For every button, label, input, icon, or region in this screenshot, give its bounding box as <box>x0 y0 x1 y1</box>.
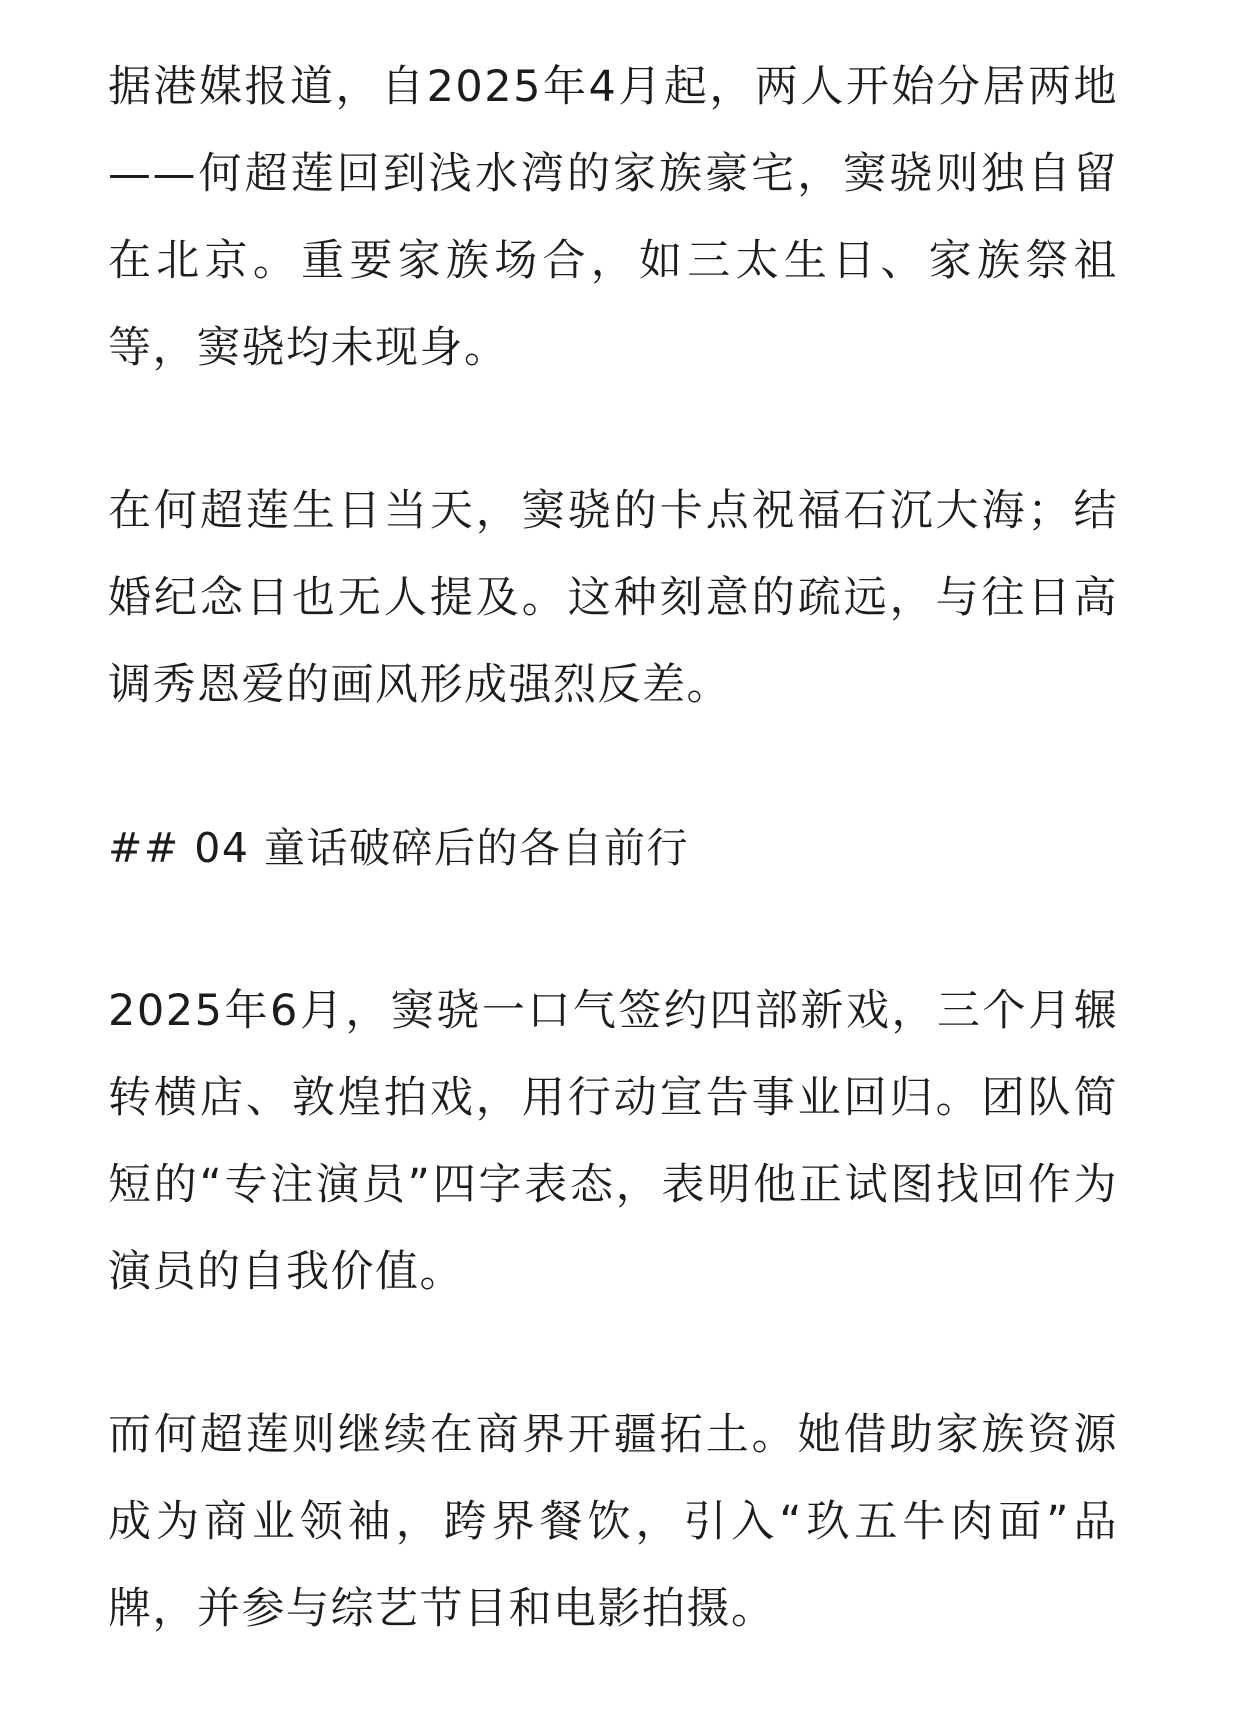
section-heading: ## 04 童话破碎后的各自前行 <box>108 824 689 872</box>
paragraph-career: 2025年6月，窦骁一口气签约四部新戏，三个月辗转横店、敦煌拍戏，用行动宣告事业回归。团队简短的“专注演员”四字表态，表明他正试图找回作为演员的自我价值。 <box>108 986 1118 1297</box>
paragraph-business: 而何超莲则继续在商界开疆拓土。她借助家族资源成为商业领袖，跨界餐饮，引入“玖五牛肉面”品牌，并参与综艺节目和电影拍摄。 <box>108 1410 1118 1634</box>
paragraph-birthday: 在何超莲生日当天，窦骁的卡点祝福石沉大海；结婚纪念日也无人提及。这种刻意的疏远，与往日高调秀恩爱的画风形成强烈反差。 <box>108 486 1118 710</box>
article-body <box>108 44 1118 1653</box>
paragraph-separation: 据港媒报道，自2025年4月起，两人开始分居两地——何超莲回到浅水湾的家族豪宅，窦骁则独自留在北京。重要家族场合，如三太生日、家族祭祖等，窦骁均未现身。 <box>108 62 1118 373</box>
